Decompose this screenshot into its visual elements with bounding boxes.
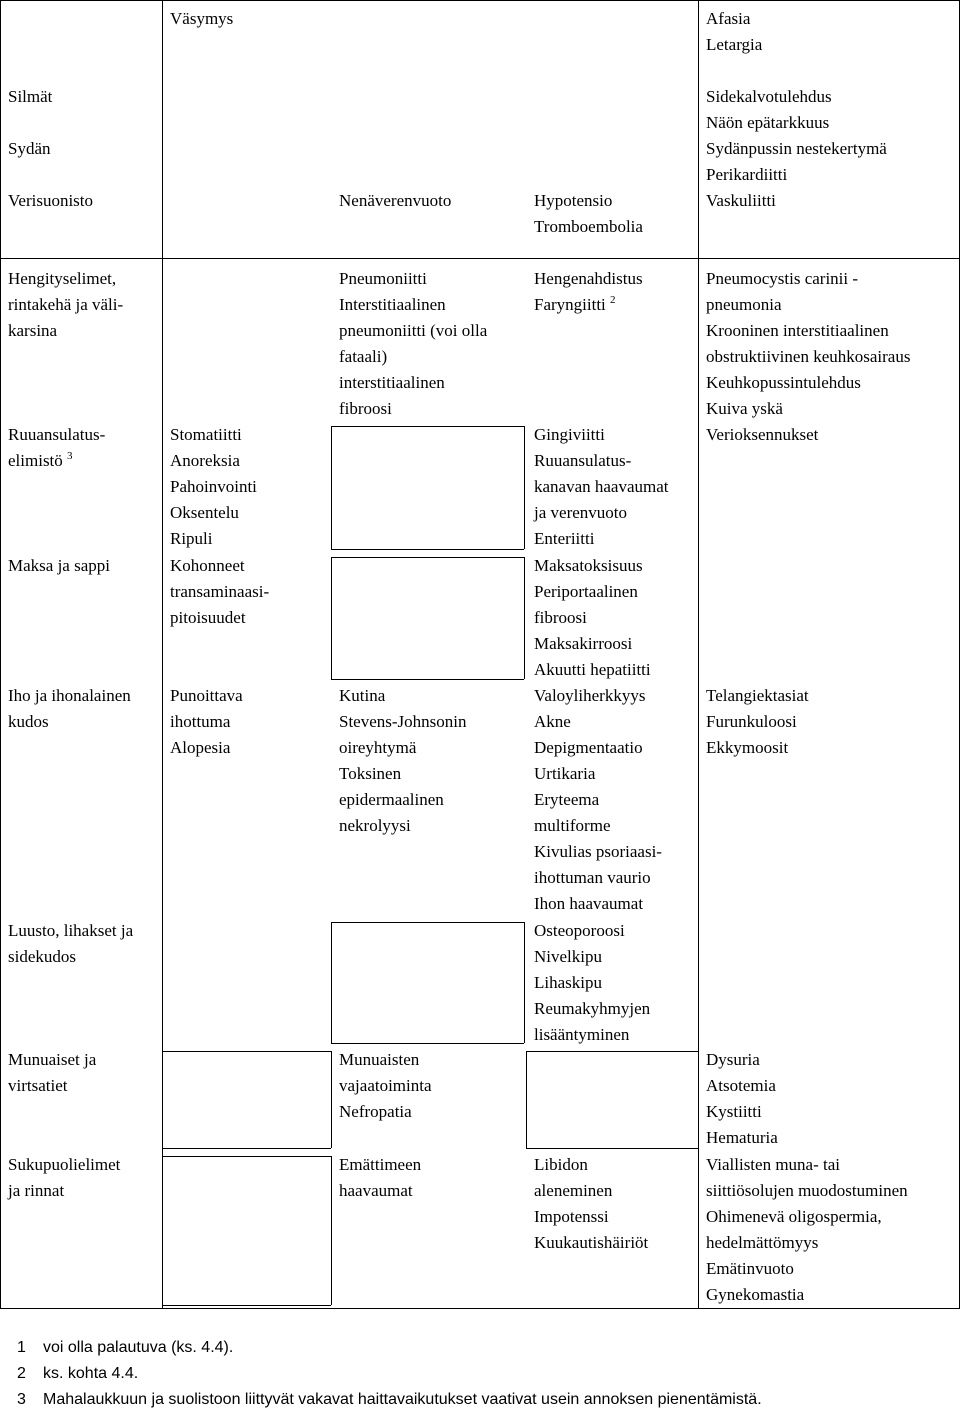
cell-text-line: Ohimenevä oligospermia, [706,1207,882,1226]
frequency-cell-2 [339,1152,421,1204]
cell-text-line: Sydän [8,139,51,158]
cell-text-line: Afasia [706,9,751,28]
cell-text-line: Eryteema [534,790,600,809]
cell-text-line: Furunkuloosi [706,712,797,731]
cell-text-line: Maksatoksisuus [534,556,643,575]
cell-text-line: Verioksennukset [706,425,819,444]
cell-text-line: Sidekalvotulehdus [706,87,832,106]
cell-text-line: lisääntyminen [534,1025,630,1044]
cell-text-line: fataali) [339,347,388,366]
table-left-border [0,0,1,1309]
cell-text-line: Oksentelu [170,503,239,522]
empty-cell-top [331,426,524,427]
empty-cell-left [162,1051,163,1148]
organ-cell [8,918,133,970]
cell-text-line: Hengityselimet, [8,269,117,288]
frequency-cell-2 [339,266,487,422]
empty-cell-right [524,426,525,549]
cell-text-line: virtsatiet [8,1076,68,1095]
empty-cell-top [526,1051,698,1052]
cell-text-line: Kuukautishäiriöt [534,1233,649,1252]
cell-text-line: Krooninen interstitiaalinen [706,321,889,340]
cell-text-line: fibroosi [339,399,392,418]
empty-cell-right [524,557,525,679]
organ-cell [8,1047,96,1099]
organ-cell [8,683,131,735]
footnote-2: 2 ks. kohta 4.4. [17,1365,139,1382]
cell-text-line: pneumoniitti (voi olla [339,321,488,340]
cell-text-line: Hematuria [706,1128,778,1147]
frequency-cell-1 [170,6,233,32]
cell-text-line: Väsymys [170,9,234,28]
cell-text-line: vajaatoiminta [339,1076,432,1095]
cell-text-line: Anoreksia [170,451,240,470]
cell-text-line: Toksinen [339,764,402,783]
frequency-cell-3 [534,918,650,1048]
cell-text-line: ja verenvuoto [534,503,627,522]
cell-text-line: Pneumoniitti [339,269,427,288]
cell-text-line: Valoyliherkkyys [534,686,646,705]
cell-text-line: Viallisten muna- tai [706,1155,840,1174]
cell-text-line: Urtikaria [534,764,596,783]
frequency-cell-3 [534,1152,648,1256]
empty-cell-right [331,1051,332,1148]
cell-text-line: Pneumocystis carinii - [706,269,859,288]
empty-cell-bottom [331,549,524,550]
cell-text-line: Tromboembolia [534,217,643,236]
frequency-cell-4 [706,683,809,761]
organ-cell [8,422,105,474]
cell-text-line: Gynekomastia [706,1285,805,1304]
empty-cell-left [331,922,332,1043]
cell-text-line: kudos [8,712,49,731]
cell-text-line: kanavan haavaumat [534,477,669,496]
cell-text-line: Lihaskipu [534,973,602,992]
empty-cell-top [162,1051,331,1052]
cell-text-line: Stomatiitti [170,425,242,444]
cell-text-line: Letargia [706,35,763,54]
table-bottom-border [0,1308,960,1309]
empty-cell-bottom [331,1043,524,1044]
cell-text-line: obstruktiivinen keuhkosairaus [706,347,911,366]
cell-text-line: interstitiaalinen [339,373,445,392]
frequency-cell-3 [534,188,643,240]
cell-text-line: siittiösolujen muodostuminen [706,1181,908,1200]
cell-text-line: Kohonneet [170,556,245,575]
frequency-cell-2 [339,683,467,839]
cell-text-line: Maksakirroosi [534,634,633,653]
cell-text-line: Hengenahdistus [534,269,643,288]
cell-text-line: Vaskuliitti [706,191,776,210]
cell-text-line: Impotenssi [534,1207,609,1226]
cell-text-line: Nivelkipu [534,947,602,966]
frequency-cell-3 [534,266,643,318]
cell-text-line: nekrolyysi [339,816,411,835]
empty-cell-left [526,1051,527,1148]
organ-cell [8,553,110,579]
footnote-1: 1 voi olla palautuva (ks. 4.4). [17,1339,234,1356]
empty-cell-bottom [162,1148,331,1149]
cell-text-line: rintakehä ja väli- [8,295,124,314]
cell-text-line: ihottuman vaurio [534,868,651,887]
cell-text-line: haavaumat [339,1181,413,1200]
cell-text-line: Näön epätarkkuus [706,113,830,132]
cell-text-line: Stevens-Johnsonin [339,712,467,731]
table-top-border [0,0,960,1]
empty-cell-bottom [331,679,524,680]
frequency-cell-3 [534,683,662,917]
cell-text-line: transaminaasi- [170,582,270,601]
cell-text-line: pneumonia [706,295,782,314]
cell-text-line: Iho ja ihonalainen [8,686,131,705]
cell-text-line: Maksa ja sappi [8,556,110,575]
organ-cell [8,1152,120,1204]
cell-text-line: Kivulias psoriaasi- [534,842,662,861]
frequency-cell-1 [170,422,257,552]
cell-text-line: Silmät [8,87,53,106]
cell-text-line: Hypotensio [534,191,613,210]
cell-text-line: Keuhkopussintulehdus [706,373,861,392]
cell-text-line: Telangiektasiat [706,686,809,705]
cell-text-line: Munuaiset ja [8,1050,97,1069]
empty-cell-left [162,1156,163,1305]
cell-text-line: Alopesia [170,738,231,757]
cell-text-line: oireyhtymä [339,738,417,757]
frequency-cell-3 [534,422,669,552]
cell-text-line: Reumakyhmyjen [534,999,651,1018]
cell-text-line: pitoisuudet [170,608,246,627]
cell-text-line: Nenäverenvuoto [339,191,452,210]
cell-text-line: Ruuansulatus- [8,425,106,444]
cell-text-line: Ruuansulatus- [534,451,632,470]
empty-cell-right [698,1051,699,1148]
cell-text-line: fibroosi [534,608,587,627]
footnote-3: 3 Mahalaukkuun ja suolistoon liittyvät vakavat haittavaikutukset vaativat usein annoksen pienentämistä. [17,1391,762,1408]
frequency-cell-4 [706,188,776,214]
cell-text-line: Sydänpussin nestekertymä [706,139,887,158]
cell-text-line: Dysuria [706,1050,760,1069]
cell-text-line: Emättimeen [339,1155,422,1174]
frequency-cell-2 [339,1047,432,1125]
cell-text-line: Ripuli [170,529,213,548]
empty-cell-left [331,426,332,549]
frequency-cell-4 [706,266,910,422]
cell-text-line: karsina [8,321,58,340]
empty-cell-right [524,922,525,1043]
organ-cell [8,84,52,110]
cell-text-line: ihottuma [170,712,231,731]
footnote-reference: 3 [67,450,73,462]
frequency-cell-4 [706,1047,778,1151]
empty-cell-bottom [162,1305,331,1306]
frequency-cell-2 [339,188,451,214]
cell-text-line: Munuaisten [339,1050,420,1069]
cell-text-line: aleneminen [534,1181,613,1200]
cell-text-line: Nefropatia [339,1102,412,1121]
empty-cell-top [162,1156,331,1157]
cell-text-line: elimistö $^3$ [8,450,73,470]
frequency-cell-3 [534,553,651,683]
cell-text-line: Gingiviitti [534,425,605,444]
cell-text-line: Sukupuolielimet [8,1155,121,1174]
cell-text-line: Periportaalinen [534,582,638,601]
empty-cell-left [331,557,332,679]
cell-text-line: Pahoinvointi [170,477,257,496]
cell-text-line: Interstitiaalinen [339,295,446,314]
cell-text-line: Ihon haavaumat [534,894,644,913]
empty-cell-top [331,557,524,558]
cell-text-line: Akuutti hepatiitti [534,660,651,679]
cell-text-line: Atsotemia [706,1076,776,1095]
cell-text-line: multiforme [534,816,611,835]
table-section-divider [0,258,960,259]
cell-text-line: Luusto, lihakset ja [8,921,134,940]
organ-cell [8,266,123,344]
cell-text-line: Ekkymoosit [706,738,789,757]
empty-cell-bottom [526,1148,698,1149]
footnote-reference: 2 [610,294,616,306]
cell-text-line: Enteriitti [534,529,595,548]
cell-text-line: Perikardiitti [706,165,788,184]
cell-text-line: Libidon [534,1155,588,1174]
organ-cell [8,136,51,162]
cell-text-line: Osteoporoosi [534,921,625,940]
cell-text-line: epidermaalinen [339,790,444,809]
cell-text-line: ja rinnat [8,1181,65,1200]
cell-text-line: Kutina [339,686,386,705]
cell-text-line: Depigmentaatio [534,738,643,757]
cell-text-line: Kystiitti [706,1102,762,1121]
cell-text-line: Faryngiitti $^2$ [534,294,616,314]
cell-text-line: hedelmättömyys [706,1233,819,1252]
cell-text-line: Emätinvuoto [706,1259,794,1278]
frequency-cell-4 [706,1152,908,1308]
organ-cell [8,188,93,214]
cell-text-line: Kuiva yskä [706,399,783,418]
column-divider [162,258,163,1309]
cell-text-line: Verisuonisto [8,191,93,210]
frequency-cell-1 [170,683,243,761]
empty-cell-top [331,922,524,923]
cell-text-line: Punoittava [170,686,243,705]
frequency-cell-4 [706,422,818,448]
cell-text-line: Akne [534,712,571,731]
frequency-cell-1 [170,553,269,631]
cell-text-line: sidekudos [8,947,76,966]
empty-cell-right [331,1156,332,1305]
frequency-cell-4 [706,6,762,58]
frequency-cell-4 [706,136,887,188]
frequency-cell-4 [706,84,832,136]
